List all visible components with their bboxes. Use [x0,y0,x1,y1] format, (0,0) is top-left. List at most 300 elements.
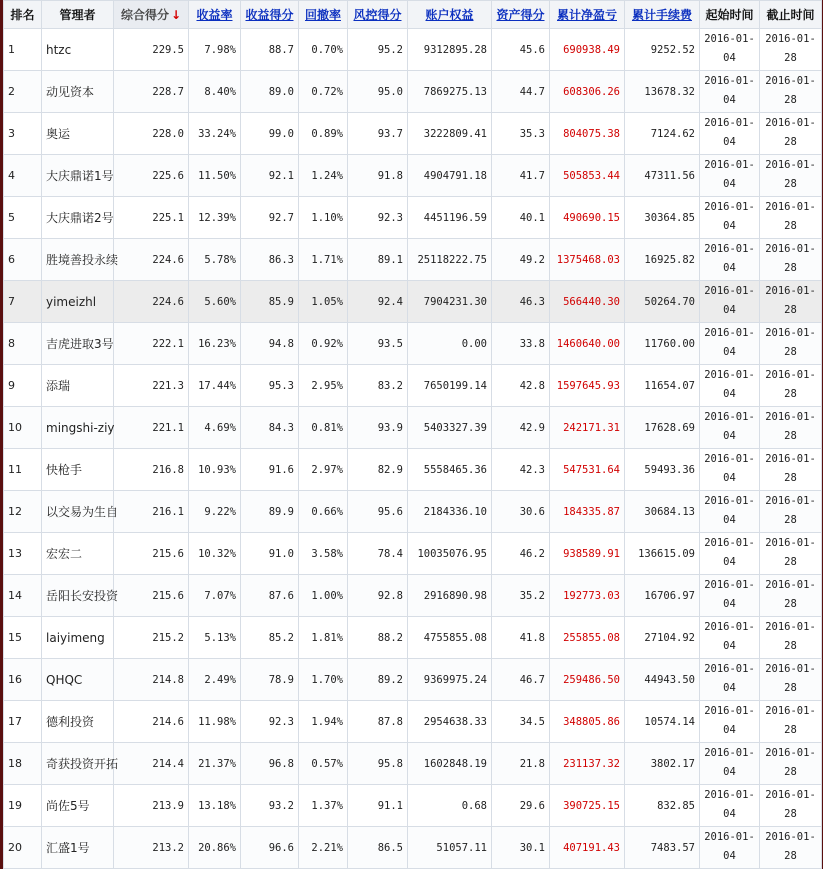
table-row[interactable] [4,155,822,197]
return-score-cell: 84.3 [241,407,299,449]
asset-score-cell: 30.6 [492,491,550,533]
cum-net-pnl-cell: 242171.31 [550,407,625,449]
return-score-cell: 92.3 [241,701,299,743]
cum-fees-cell: 50264.70 [625,281,700,323]
cum-net-pnl-cell: 407191.43 [550,827,625,869]
start-time-cell [700,785,760,827]
end-time-cell-line1: 2016-01- [765,285,816,297]
table-body [4,29,822,869]
risk-score-cell: 92.3 [348,197,408,239]
drawdown-rate-cell: 0.92% [299,323,348,365]
drawdown-rate-cell: 2.97% [299,449,348,491]
rank-cell: 5 [4,197,42,239]
manager-cell: 动见资本 [42,71,114,113]
cum-net-pnl-cell: 690938.49 [550,29,625,71]
return-rate-cell: 11.98% [189,701,241,743]
drawdown-rate-cell: 1.71% [299,239,348,281]
return-score-cell: 78.9 [241,659,299,701]
account-equity-cell: 9369975.24 [408,659,492,701]
return-score-cell: 91.6 [241,449,299,491]
end-time-cell-line2: 28 [784,766,797,778]
start-time-cell-line1: 2016-01- [704,579,755,591]
risk-score-cell: 93.7 [348,113,408,155]
return-rate-cell: 11.50% [189,155,241,197]
risk-score-cell: 87.8 [348,701,408,743]
start-time-cell-line2: 04 [723,346,736,358]
table-row[interactable] [4,239,822,281]
composite-score-cell: 229.5 [114,29,189,71]
asset-score-cell: 46.7 [492,659,550,701]
manager-cell: 尚佐5号 [42,785,114,827]
return-rate-cell: 17.44% [189,365,241,407]
end-time-cell-line2: 28 [784,136,797,148]
return-score-cell: 93.2 [241,785,299,827]
end-time-cell-line1: 2016-01- [765,75,816,87]
account-equity-cell: 4755855.08 [408,617,492,659]
composite-score-cell: 221.3 [114,365,189,407]
cum-net-pnl-cell: 390725.15 [550,785,625,827]
start-time-cell [700,197,760,239]
risk-score-cell: 95.6 [348,491,408,533]
table-row[interactable] [4,743,822,785]
cum-fees-cell: 11654.07 [625,365,700,407]
start-time-cell-line2: 04 [723,220,736,232]
cum-fees-cell: 59493.36 [625,449,700,491]
start-time-cell [700,617,760,659]
risk-score-cell: 86.5 [348,827,408,869]
risk-score-cell: 93.5 [348,323,408,365]
rank-cell: 13 [4,533,42,575]
start-time-cell-line2: 04 [723,598,736,610]
start-time-cell [700,29,760,71]
cum-fees-cell: 16706.97 [625,575,700,617]
table-row[interactable] [4,701,822,743]
cum-net-pnl-cell: 938589.91 [550,533,625,575]
asset-score-cell: 40.1 [492,197,550,239]
table-row[interactable] [4,323,822,365]
cum-net-pnl-cell: 184335.87 [550,491,625,533]
table-row[interactable] [4,533,822,575]
account-equity-cell: 2954638.33 [408,701,492,743]
rank-cell: 9 [4,365,42,407]
return-score-cell: 92.1 [241,155,299,197]
rank-cell: 19 [4,785,42,827]
asset-score-cell: 41.7 [492,155,550,197]
asset-score-cell: 41.8 [492,617,550,659]
end-time-cell [760,575,822,617]
table-row[interactable] [4,281,822,323]
cum-fees-cell: 30684.13 [625,491,700,533]
cum-fees-cell: 832.85 [625,785,700,827]
start-time-cell-line1: 2016-01- [704,495,755,507]
return-score-cell: 96.8 [241,743,299,785]
account-equity-cell: 5558465.36 [408,449,492,491]
account-equity-cell: 2916890.98 [408,575,492,617]
risk-score-cell: 91.1 [348,785,408,827]
manager-cell: 汇盛1号 [42,827,114,869]
rank-cell: 20 [4,827,42,869]
start-time-cell [700,323,760,365]
end-time-cell-line1: 2016-01- [765,33,816,45]
end-time-cell [760,71,822,113]
start-time-cell-line2: 04 [723,430,736,442]
header-account-equity[interactable]: 账户权益 [408,1,492,29]
table-row[interactable] [4,827,822,869]
end-time-cell [760,785,822,827]
end-time-cell-line2: 28 [784,724,797,736]
header-composite-score[interactable] [114,1,189,29]
end-time-cell-line1: 2016-01- [765,705,816,717]
end-time-cell-line2: 28 [784,640,797,652]
account-equity-cell: 51057.11 [408,827,492,869]
end-time-cell-line1: 2016-01- [765,243,816,255]
drawdown-rate-cell: 1.00% [299,575,348,617]
risk-score-cell: 83.2 [348,365,408,407]
rank-cell: 12 [4,491,42,533]
return-score-cell: 87.6 [241,575,299,617]
composite-score-cell: 214.4 [114,743,189,785]
end-time-cell-line2: 28 [784,52,797,64]
composite-score-cell: 215.2 [114,617,189,659]
table-row[interactable] [4,407,822,449]
return-score-cell: 88.7 [241,29,299,71]
start-time-cell-line2: 04 [723,556,736,568]
manager-cell: 胜境善投永续 [42,239,114,281]
end-time-cell-line1: 2016-01- [765,117,816,129]
cum-fees-cell: 47311.56 [625,155,700,197]
start-time-cell [700,701,760,743]
return-rate-cell: 2.49% [189,659,241,701]
end-time-cell-line1: 2016-01- [765,369,816,381]
cum-fees-cell: 16925.82 [625,239,700,281]
rank-cell: 7 [4,281,42,323]
drawdown-rate-cell: 0.57% [299,743,348,785]
start-time-cell-line2: 04 [723,262,736,274]
manager-cell: 宏宏二 [42,533,114,575]
start-time-cell-line2: 04 [723,388,736,400]
manager-cell: 大庆鼎诺2号 [42,197,114,239]
end-time-cell-line2: 28 [784,94,797,106]
end-time-cell-line1: 2016-01- [765,495,816,507]
end-time-cell [760,701,822,743]
risk-score-cell: 92.4 [348,281,408,323]
composite-score-cell: 221.1 [114,407,189,449]
rank-cell: 17 [4,701,42,743]
start-time-cell [700,743,760,785]
table-row[interactable] [4,29,822,71]
rank-cell: 11 [4,449,42,491]
risk-score-cell: 95.2 [348,29,408,71]
composite-score-cell: 216.8 [114,449,189,491]
manager-cell: 奇获投资开拓 [42,743,114,785]
end-time-cell-line1: 2016-01- [765,159,816,171]
cum-fees-cell: 3802.17 [625,743,700,785]
table-row[interactable] [4,113,822,155]
ranking-table [3,0,822,869]
manager-cell: 奥运 [42,113,114,155]
start-time-cell-line1: 2016-01- [704,831,755,843]
composite-score-cell: 214.8 [114,659,189,701]
drawdown-rate-cell: 1.05% [299,281,348,323]
start-time-cell-line1: 2016-01- [704,789,755,801]
composite-score-cell: 225.1 [114,197,189,239]
start-time-cell-line1: 2016-01- [704,663,755,675]
start-time-cell-line2: 04 [723,52,736,64]
table-row[interactable] [4,197,822,239]
risk-score-cell: 78.4 [348,533,408,575]
asset-score-cell: 42.3 [492,449,550,491]
manager-cell: 以交易为生自 [42,491,114,533]
return-score-cell: 96.6 [241,827,299,869]
end-time-cell-line1: 2016-01- [765,579,816,591]
start-time-cell-line1: 2016-01- [704,327,755,339]
composite-score-cell: 213.9 [114,785,189,827]
asset-score-cell: 33.8 [492,323,550,365]
end-time-cell-line1: 2016-01- [765,327,816,339]
cum-net-pnl-cell: 804075.38 [550,113,625,155]
cum-fees-cell: 10574.14 [625,701,700,743]
return-rate-cell: 10.32% [189,533,241,575]
asset-score-cell: 46.2 [492,533,550,575]
end-time-cell [760,743,822,785]
end-time-cell [760,239,822,281]
manager-cell: 快枪手 [42,449,114,491]
composite-score-cell: 214.6 [114,701,189,743]
manager-cell: 大庆鼎诺1号 [42,155,114,197]
manager-cell: 德利投资 [42,701,114,743]
ranking-table-panel [3,0,821,862]
start-time-cell [700,71,760,113]
table-row[interactable] [4,449,822,491]
start-time-cell-line2: 04 [723,514,736,526]
header-cum-net-pnl[interactable]: 累计净盈亏 [550,1,625,29]
return-rate-cell: 9.22% [189,491,241,533]
rank-cell: 16 [4,659,42,701]
cum-net-pnl-cell: 566440.30 [550,281,625,323]
return-score-cell: 94.8 [241,323,299,365]
end-time-cell-line2: 28 [784,430,797,442]
return-rate-cell: 16.23% [189,323,241,365]
drawdown-rate-cell: 3.58% [299,533,348,575]
end-time-cell [760,29,822,71]
composite-score-cell: 228.0 [114,113,189,155]
start-time-cell-line1: 2016-01- [704,453,755,465]
end-time-cell [760,659,822,701]
end-time-cell [760,323,822,365]
start-time-cell-line2: 04 [723,94,736,106]
cum-net-pnl-cell: 1597645.93 [550,365,625,407]
rank-cell: 18 [4,743,42,785]
start-time-cell [700,407,760,449]
start-time-cell-line1: 2016-01- [704,621,755,633]
drawdown-rate-cell: 0.66% [299,491,348,533]
end-time-cell-line2: 28 [784,304,797,316]
start-time-cell-line1: 2016-01- [704,537,755,549]
cum-net-pnl-cell: 255855.08 [550,617,625,659]
asset-score-cell: 49.2 [492,239,550,281]
start-time-cell-line2: 04 [723,766,736,778]
header-rank: 排名 [4,1,42,29]
start-time-cell-line2: 04 [723,178,736,190]
start-time-cell [700,449,760,491]
end-time-cell [760,449,822,491]
composite-score-cell: 224.6 [114,281,189,323]
account-equity-cell: 7904231.30 [408,281,492,323]
risk-score-cell: 93.9 [348,407,408,449]
drawdown-rate-cell: 2.21% [299,827,348,869]
end-time-cell-line1: 2016-01- [765,201,816,213]
return-rate-cell: 20.86% [189,827,241,869]
composite-score-cell: 215.6 [114,533,189,575]
table-row[interactable] [4,365,822,407]
table-header-row [4,1,822,29]
drawdown-rate-cell: 0.89% [299,113,348,155]
manager-cell: htzc [42,29,114,71]
rank-cell: 15 [4,617,42,659]
start-time-cell [700,659,760,701]
asset-score-cell: 35.3 [492,113,550,155]
manager-cell: laiyimeng [42,617,114,659]
end-time-cell-line2: 28 [784,178,797,190]
start-time-cell-line2: 04 [723,724,736,736]
return-score-cell: 99.0 [241,113,299,155]
composite-score-cell: 215.6 [114,575,189,617]
return-rate-cell: 33.24% [189,113,241,155]
end-time-cell [760,533,822,575]
cum-fees-cell: 7483.57 [625,827,700,869]
end-time-cell-line2: 28 [784,598,797,610]
table-row[interactable] [4,575,822,617]
end-time-cell [760,113,822,155]
cum-net-pnl-cell: 348805.86 [550,701,625,743]
drawdown-rate-cell: 0.72% [299,71,348,113]
drawdown-rate-cell: 1.94% [299,701,348,743]
end-time-cell-line1: 2016-01- [765,789,816,801]
rank-cell: 2 [4,71,42,113]
start-time-cell-line1: 2016-01- [704,117,755,129]
account-equity-cell: 7869275.13 [408,71,492,113]
rank-cell: 14 [4,575,42,617]
cum-net-pnl-cell: 608306.26 [550,71,625,113]
end-time-cell-line2: 28 [784,850,797,862]
manager-cell: mingshi-ziy [42,407,114,449]
rank-cell: 8 [4,323,42,365]
drawdown-rate-cell: 0.81% [299,407,348,449]
start-time-cell-line1: 2016-01- [704,243,755,255]
start-time-cell [700,239,760,281]
table-row[interactable] [4,659,822,701]
composite-score-cell: 216.1 [114,491,189,533]
return-rate-cell: 5.60% [189,281,241,323]
asset-score-cell: 34.5 [492,701,550,743]
header-return-score[interactable]: 收益得分 [241,1,299,29]
table-row[interactable] [4,491,822,533]
drawdown-rate-cell: 1.24% [299,155,348,197]
start-time-cell-line1: 2016-01- [704,201,755,213]
return-score-cell: 95.3 [241,365,299,407]
header-drawdown-rate[interactable]: 回撤率 [299,1,348,29]
header-cum-fees[interactable]: 累计手续费 [625,1,700,29]
account-equity-cell: 10035076.95 [408,533,492,575]
drawdown-rate-cell: 1.37% [299,785,348,827]
start-time-cell-line2: 04 [723,136,736,148]
asset-score-cell: 30.1 [492,827,550,869]
risk-score-cell: 89.2 [348,659,408,701]
cum-fees-cell: 7124.62 [625,113,700,155]
return-rate-cell: 7.98% [189,29,241,71]
end-time-cell-line2: 28 [784,220,797,232]
end-time-cell-line1: 2016-01- [765,831,816,843]
start-time-cell-line1: 2016-01- [704,705,755,717]
end-time-cell [760,197,822,239]
return-rate-cell: 5.13% [189,617,241,659]
end-time-cell-line2: 28 [784,808,797,820]
end-time-cell [760,617,822,659]
end-time-cell-line2: 28 [784,682,797,694]
manager-cell: QHQC [42,659,114,701]
return-rate-cell: 5.78% [189,239,241,281]
account-equity-cell: 2184336.10 [408,491,492,533]
end-time-cell [760,281,822,323]
start-time-cell-line1: 2016-01- [704,411,755,423]
cum-fees-cell: 27104.92 [625,617,700,659]
header-asset-score[interactable]: 资产得分 [492,1,550,29]
cum-net-pnl-cell: 490690.15 [550,197,625,239]
manager-cell: 岳阳长安投资 [42,575,114,617]
account-equity-cell: 0.68 [408,785,492,827]
cum-fees-cell: 30364.85 [625,197,700,239]
asset-score-cell: 35.2 [492,575,550,617]
risk-score-cell: 95.8 [348,743,408,785]
cum-net-pnl-cell: 192773.03 [550,575,625,617]
start-time-cell-line1: 2016-01- [704,75,755,87]
cum-net-pnl-cell: 505853.44 [550,155,625,197]
return-score-cell: 92.7 [241,197,299,239]
return-rate-cell: 10.93% [189,449,241,491]
manager-cell: yimeizhl [42,281,114,323]
account-equity-cell: 9312895.28 [408,29,492,71]
account-equity-cell: 4451196.59 [408,197,492,239]
return-score-cell: 89.0 [241,71,299,113]
rank-cell: 4 [4,155,42,197]
drawdown-rate-cell: 2.95% [299,365,348,407]
table-row[interactable] [4,617,822,659]
cum-fees-cell: 13678.32 [625,71,700,113]
account-equity-cell: 7650199.14 [408,365,492,407]
end-time-cell-line1: 2016-01- [765,411,816,423]
end-time-cell-line2: 28 [784,388,797,400]
account-equity-cell: 1602848.19 [408,743,492,785]
end-time-cell-line1: 2016-01- [765,537,816,549]
account-equity-cell: 4904791.18 [408,155,492,197]
table-row[interactable] [4,785,822,827]
cum-net-pnl-cell: 547531.64 [550,449,625,491]
header-return-rate[interactable]: 收益率 [189,1,241,29]
start-time-cell [700,827,760,869]
start-time-cell-line1: 2016-01- [704,33,755,45]
start-time-cell [700,113,760,155]
header-risk-score[interactable]: 风控得分 [348,1,408,29]
end-time-cell-line1: 2016-01- [765,453,816,465]
cum-fees-cell: 44943.50 [625,659,700,701]
start-time-cell-line1: 2016-01- [704,747,755,759]
sort-desc-icon: ↓ [170,8,182,22]
end-time-cell [760,827,822,869]
header-end-time: 截止时间 [760,1,822,29]
drawdown-rate-cell: 1.70% [299,659,348,701]
asset-score-cell: 45.6 [492,29,550,71]
table-row[interactable] [4,71,822,113]
